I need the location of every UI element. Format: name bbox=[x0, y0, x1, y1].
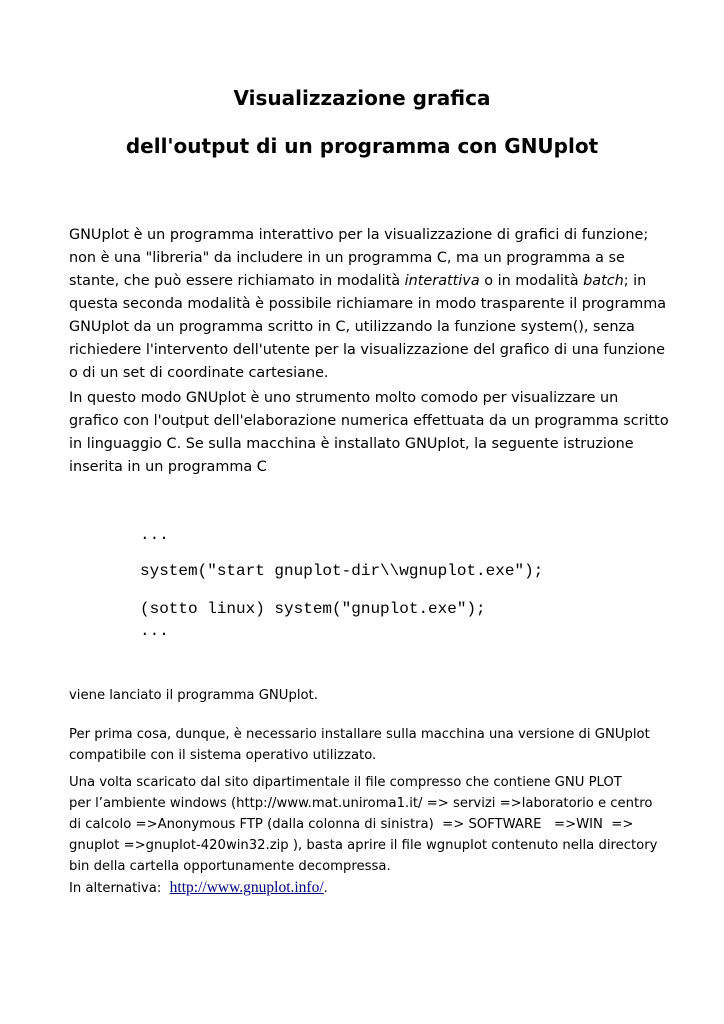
page-title: Visualizzazione grafica bbox=[233, 86, 491, 110]
intro-emphasis-batch: batch bbox=[583, 273, 624, 289]
page-subtitle: dell'output di un programma con GNUplot bbox=[125, 134, 599, 158]
alternative-end: . bbox=[323, 881, 328, 896]
download-line-4: gnuplot =>gnuplot-420win32.zip ), basta aprire il file wgnuplot contenuto nella directory bbox=[69, 838, 658, 853]
paragraph-launch: viene lanciato il programma GNUplot. bbox=[69, 688, 318, 703]
paragraph-download bbox=[69, 772, 709, 899]
alternative-line bbox=[69, 877, 709, 899]
intro-text-b: o in modalità bbox=[479, 273, 584, 289]
code-line-2: system("start gnuplot-dir\\wgnuplot.exe"); bbox=[140, 562, 544, 580]
intro-text-a: GNUplot è un programma interattivo per la visualizzazione di grafici di funzione; non è una "libreria" da includere in un programma C, ma un programma a se stante, che può essere richiamato in modalità bbox=[69, 227, 649, 289]
code-line-3: (sotto linux) system("gnuplot.exe"); bbox=[140, 600, 486, 618]
gnuplot-site-link[interactable]: http://www.gnuplot.info/ bbox=[169, 879, 324, 896]
code-line-4: ... bbox=[140, 622, 169, 640]
download-line-3: di calcolo =>Anonymous FTP (dalla colonna di sinistra) => SOFTWARE =>WIN => bbox=[69, 817, 634, 832]
intro-emphasis-interattiva: interattiva bbox=[404, 273, 480, 289]
intro-text-c: ; in questa seconda modalità è possibile richiamare in modo trasparente il programma GNUplot da un programma scritto in C, utilizzando la funzione system(), senza richiedere l'intervento dell'utente per la visualizzazione del grafico di una funzione o di un set di coordinate cartesiane. bbox=[69, 273, 667, 381]
download-line-1: Una volta scaricato dal sito dipartimentale il file compresso che contiene GNU PLOT bbox=[69, 775, 622, 790]
intro-paragraph-1 bbox=[69, 224, 669, 385]
download-line-2: per l’ambiente windows (http://www.mat.uniroma1.it/ => servizi =>laboratorio e centro bbox=[69, 796, 653, 811]
paragraph-install: Per prima cosa, dunque, è necessario installare sulla macchina una versione di GNUplot compatibile con il sistema operativo utilizzato. bbox=[69, 727, 650, 763]
download-line-5: bin della cartella opportunamente decompressa. bbox=[69, 859, 391, 874]
code-line-1: ... bbox=[140, 526, 169, 544]
alternative-label: In alternativa: bbox=[69, 881, 170, 896]
intro-paragraph-2: In questo modo GNUplot è uno strumento molto comodo per visualizzare un grafico con l'output dell'elaborazione numerica effettuata da un programma scritto in linguaggio C. Se sulla macchina è installato GNUplot, la seguente istruzione inserita in un programma C bbox=[69, 390, 669, 475]
